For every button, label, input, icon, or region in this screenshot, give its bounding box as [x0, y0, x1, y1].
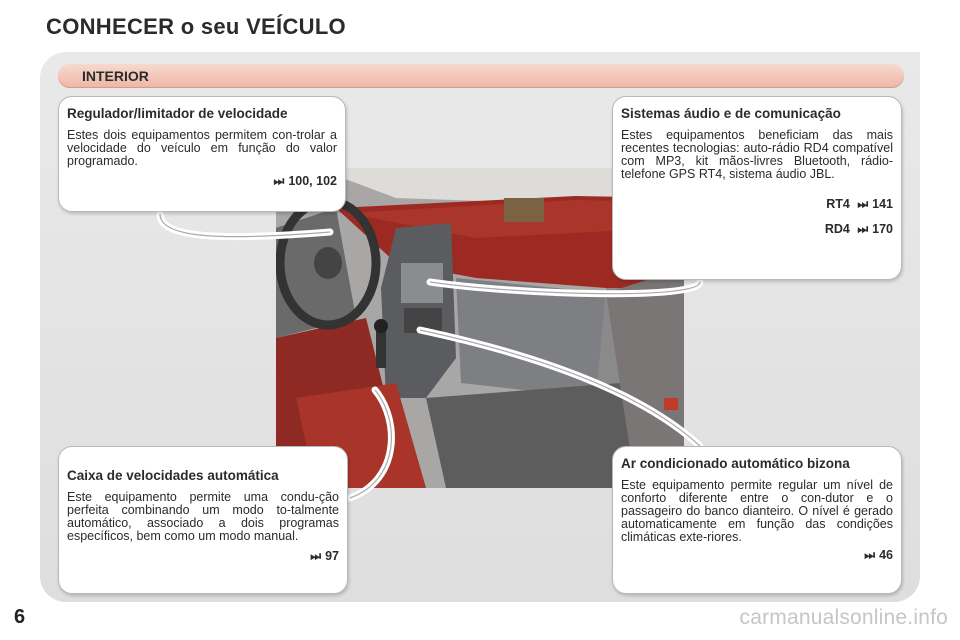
page-reference[interactable] [621, 548, 893, 563]
page-reference-icon: ⏭ [864, 548, 876, 562]
page-reference-number: 141 [872, 197, 893, 211]
callout-title: Ar condicionado automático bizona [621, 456, 850, 471]
page-reference-icon: ⏭ [273, 174, 285, 188]
page-reference-rt4[interactable] [621, 197, 893, 212]
reference-label: RT4 [826, 197, 850, 211]
callout-automatic-gearbox [58, 446, 348, 594]
watermark: carmanualsonline.info [739, 606, 948, 629]
callout-audio-systems [612, 96, 902, 280]
reference-label: RD4 [824, 222, 850, 236]
page-number: 6 [14, 606, 26, 628]
page-reference-icon: ⏭ [310, 549, 322, 563]
callout-body: Este equipamento permite regular um nível de conforto diferente entre o con-dutor e o passageiro do banco dianteiro. O nível é gerado automaticamente em função das condições climáticas exte-riores. [621, 478, 893, 544]
callout-body: Este equipamento permite uma condu-ção perfeita combinando um modo to-talmente automático, associado a dois programas específicos, bem como um modo manual. [67, 490, 339, 543]
page-reference[interactable] [67, 174, 337, 189]
callout-title: Caixa de velocidades automática [67, 468, 279, 483]
page-reference-number: 97 [325, 549, 339, 563]
callout-speed-regulator [58, 96, 346, 212]
callout-air-conditioning [612, 446, 902, 594]
callout-title: Sistemas áudio e de comunicação [621, 106, 841, 121]
page-reference[interactable] [67, 549, 339, 564]
page-reference-icon: ⏭ [857, 197, 869, 211]
callout-body: Estes equipamentos beneficiam das mais recentes tecnologias: auto-rádio RD4 compatível com MP3, kit mãos-livres Bluetooth, rádio-telefone GPS RT4, sistema áudio JBL. [621, 128, 893, 181]
page-reference-number: 46 [879, 548, 893, 562]
callout-title: Regulador/limitador de velocidade [67, 106, 288, 121]
page-reference-number: 100, 102 [288, 174, 337, 188]
page-reference-rd4[interactable] [621, 222, 893, 237]
section-banner-label: INTERIOR [82, 68, 149, 84]
page-reference-number: 170 [872, 222, 893, 236]
page-title: CONHECER o seu VEÍCULO [46, 14, 346, 39]
page-reference-icon: ⏭ [857, 222, 869, 236]
callout-body: Estes dois equipamentos permitem con-trolar a velocidade do veículo em função do valor programado. [67, 128, 337, 168]
